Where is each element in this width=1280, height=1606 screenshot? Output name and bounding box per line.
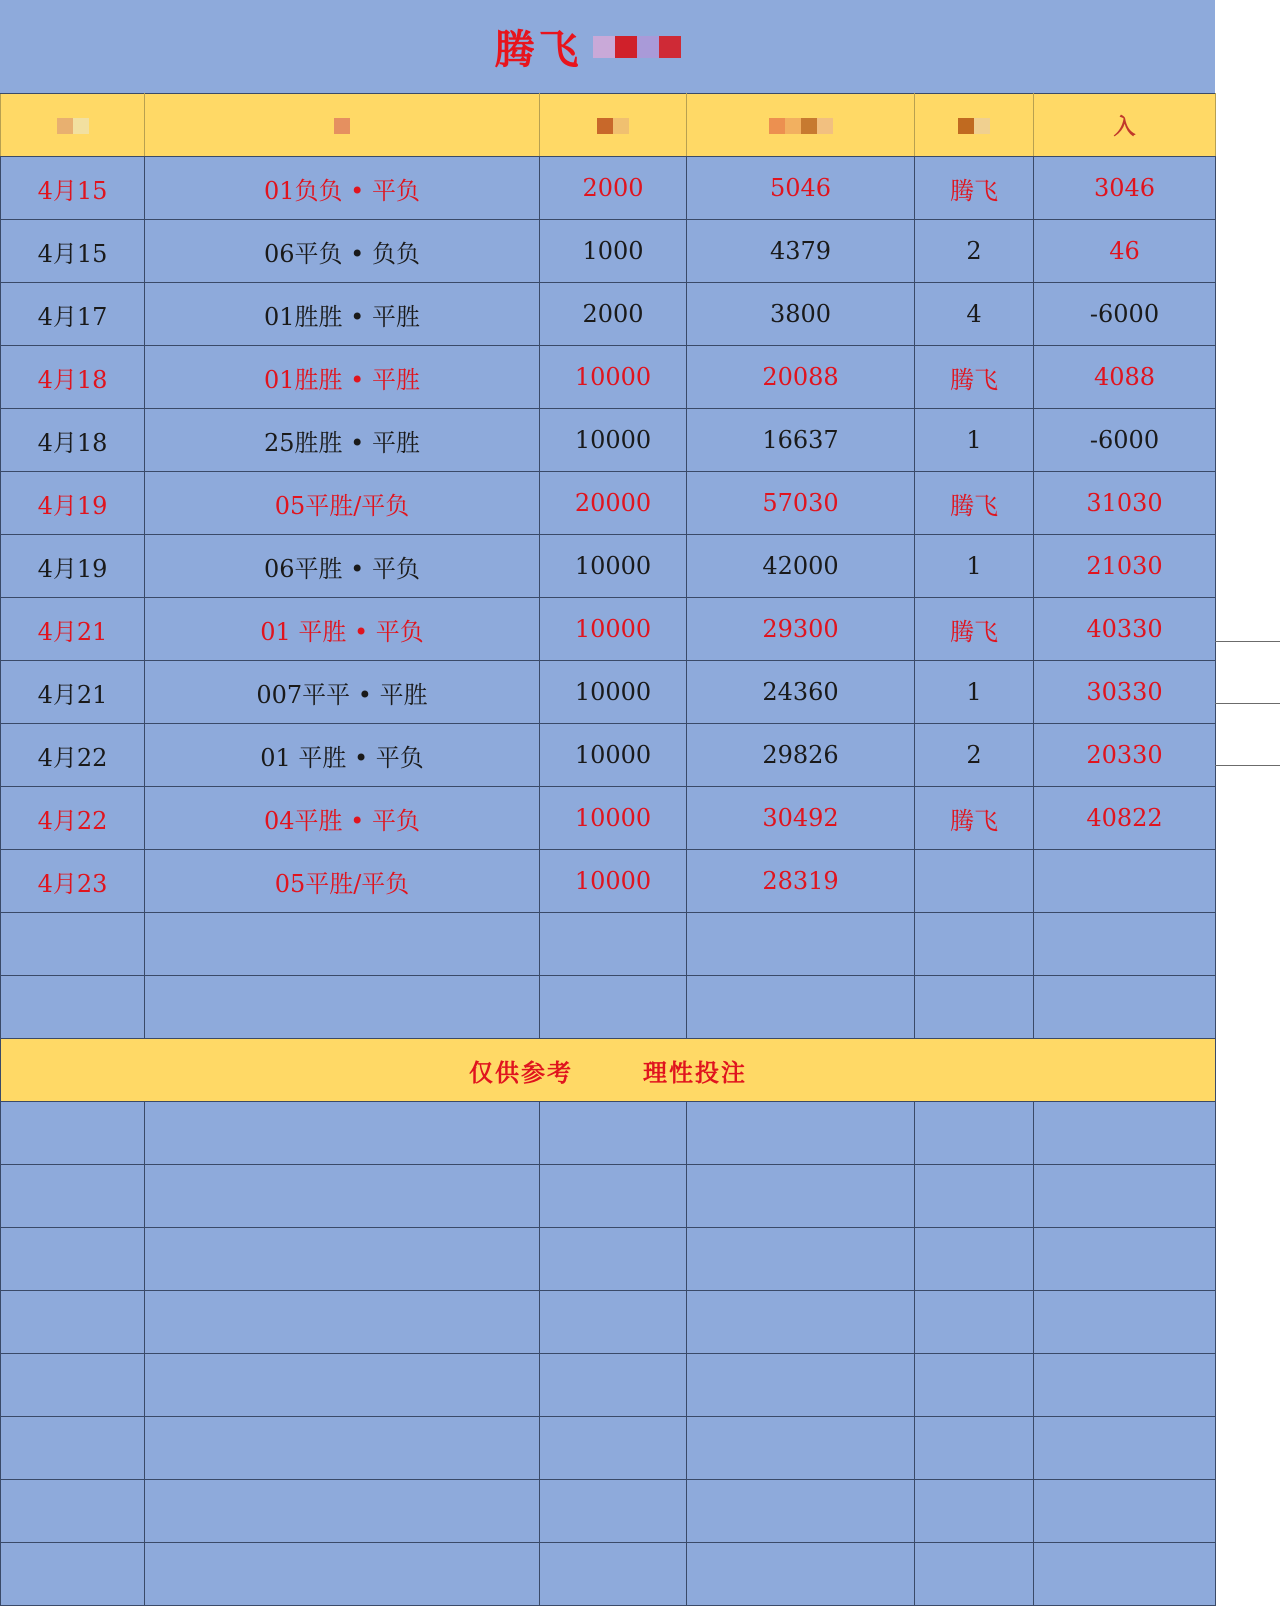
cell-income: 40330 — [1034, 598, 1216, 661]
empty-cell — [687, 976, 915, 1039]
table-row — [1, 157, 1216, 220]
cell-date: 4月19 — [1, 472, 145, 535]
empty-row — [1, 1417, 1216, 1480]
empty-cell — [540, 1543, 687, 1606]
empty-cell — [1, 1417, 145, 1480]
empty-cell — [145, 1543, 540, 1606]
cell-expected: 3800 — [687, 283, 915, 346]
empty-cell — [687, 1417, 915, 1480]
empty-row — [1, 1291, 1216, 1354]
cell-result — [915, 850, 1034, 913]
cell-expected: 30492 — [687, 787, 915, 850]
empty-cell — [540, 913, 687, 976]
cell-stake: 10000 — [540, 535, 687, 598]
header-redaction-mosaic — [597, 118, 629, 134]
empty-cell — [915, 1354, 1034, 1417]
empty-cell — [915, 1543, 1034, 1606]
cell-income: -6000 — [1034, 283, 1216, 346]
cell-result: 4 — [915, 283, 1034, 346]
table-row — [1, 724, 1216, 787]
empty-cell — [1, 1480, 145, 1543]
header-redaction-mosaic — [57, 118, 89, 134]
cell-result: 腾飞 — [915, 346, 1034, 409]
empty-cell — [687, 1480, 915, 1543]
header-cell-expected — [687, 94, 915, 157]
cell-income: 21030 — [1034, 535, 1216, 598]
cell-stake: 10000 — [540, 724, 687, 787]
cell-expected: 29300 — [687, 598, 915, 661]
empty-cell — [1, 1543, 145, 1606]
empty-row — [1, 1228, 1216, 1291]
empty-cell — [145, 1228, 540, 1291]
table-row — [1, 220, 1216, 283]
empty-row — [1, 1165, 1216, 1228]
empty-cell — [540, 1165, 687, 1228]
empty-cell — [540, 1102, 687, 1165]
empty-cell — [915, 1102, 1034, 1165]
cell-result: 1 — [915, 661, 1034, 724]
cell-stake: 10000 — [540, 598, 687, 661]
empty-cell — [540, 1417, 687, 1480]
cell-income: -6000 — [1034, 409, 1216, 472]
table-row — [1, 283, 1216, 346]
empty-cell — [540, 976, 687, 1039]
cell-expected: 24360 — [687, 661, 915, 724]
cell-match: 05平胜/平负 — [145, 472, 540, 535]
empty-cell — [1034, 1480, 1216, 1543]
cell-date: 4月22 — [1, 724, 145, 787]
disclaimer-banner — [1, 1039, 1216, 1102]
header-cell-date — [1, 94, 145, 157]
cell-date: 4月18 — [1, 409, 145, 472]
empty-cell — [145, 1165, 540, 1228]
empty-cell — [145, 1102, 540, 1165]
cell-match: 007平平 • 平胜 — [145, 661, 540, 724]
empty-cell — [687, 1228, 915, 1291]
cell-income: 31030 — [1034, 472, 1216, 535]
cell-result: 腾飞 — [915, 472, 1034, 535]
header-cell-match — [145, 94, 540, 157]
cell-expected: 16637 — [687, 409, 915, 472]
header-cell-income: 入 — [1034, 94, 1216, 157]
cell-stake: 10000 — [540, 661, 687, 724]
empty-cell — [145, 1480, 540, 1543]
empty-cell — [915, 1228, 1034, 1291]
empty-cell — [1, 1354, 145, 1417]
cell-expected: 5046 — [687, 157, 915, 220]
empty-cell — [540, 1354, 687, 1417]
cell-result: 腾飞 — [915, 157, 1034, 220]
empty-cell — [915, 913, 1034, 976]
empty-cell — [687, 1291, 915, 1354]
cell-result: 2 — [915, 220, 1034, 283]
empty-cell — [1034, 1228, 1216, 1291]
cell-match: 05平胜/平负 — [145, 850, 540, 913]
empty-cell — [145, 913, 540, 976]
title-redaction-mosaic — [593, 36, 681, 58]
cell-match: 06平负 • 负负 — [145, 220, 540, 283]
empty-cell — [1, 1228, 145, 1291]
cell-result: 2 — [915, 724, 1034, 787]
empty-cell — [145, 976, 540, 1039]
empty-row — [1, 1102, 1216, 1165]
cell-expected: 28319 — [687, 850, 915, 913]
table-row — [1, 787, 1216, 850]
title-band — [0, 0, 1215, 93]
table-row — [1, 346, 1216, 409]
cell-income: 40822 — [1034, 787, 1216, 850]
cell-date: 4月15 — [1, 157, 145, 220]
cell-result: 1 — [915, 409, 1034, 472]
cell-date: 4月21 — [1, 661, 145, 724]
empty-cell — [540, 1291, 687, 1354]
empty-cell — [1, 913, 145, 976]
cell-match: 06平胜 • 平负 — [145, 535, 540, 598]
empty-cell — [1, 1291, 145, 1354]
empty-cell — [687, 1543, 915, 1606]
cell-stake: 20000 — [540, 472, 687, 535]
banner-right-text: 理性投注 — [643, 1057, 747, 1087]
table-row — [1, 409, 1216, 472]
cell-expected: 4379 — [687, 220, 915, 283]
empty-row — [1, 1354, 1216, 1417]
cell-expected: 42000 — [687, 535, 915, 598]
cell-result: 1 — [915, 535, 1034, 598]
header-cell-stake — [540, 94, 687, 157]
empty-cell — [145, 1417, 540, 1480]
empty-cell — [687, 1354, 915, 1417]
sheet-title: 腾飞 — [494, 26, 583, 73]
banner-left-text: 仅供参考 — [469, 1057, 573, 1087]
empty-cell — [687, 1165, 915, 1228]
cell-match: 01负负 • 平负 — [145, 157, 540, 220]
empty-cell — [915, 1480, 1034, 1543]
empty-row — [1, 976, 1216, 1039]
empty-row — [1, 1480, 1216, 1543]
empty-cell — [687, 913, 915, 976]
cell-match: 04平胜 • 平负 — [145, 787, 540, 850]
empty-cell — [540, 1480, 687, 1543]
table-row — [1, 472, 1216, 535]
cell-income: 3046 — [1034, 157, 1216, 220]
cell-result: 腾飞 — [915, 598, 1034, 661]
empty-cell — [145, 1354, 540, 1417]
empty-cell — [1, 1165, 145, 1228]
empty-cell — [1034, 1417, 1216, 1480]
empty-cell — [1, 976, 145, 1039]
empty-cell — [915, 1291, 1034, 1354]
empty-row — [1, 1543, 1216, 1606]
table-row — [1, 850, 1216, 913]
cell-result: 腾飞 — [915, 787, 1034, 850]
header-redaction-mosaic — [334, 118, 350, 134]
empty-cell — [1034, 913, 1216, 976]
cell-stake: 1000 — [540, 220, 687, 283]
empty-cell — [540, 1228, 687, 1291]
gridline-overflow — [1215, 703, 1280, 704]
header-redaction-mosaic — [958, 118, 990, 134]
empty-cell — [1034, 1354, 1216, 1417]
cell-stake: 10000 — [540, 409, 687, 472]
cell-income — [1034, 850, 1216, 913]
table-row — [1, 598, 1216, 661]
empty-cell — [1034, 1165, 1216, 1228]
cell-income: 30330 — [1034, 661, 1216, 724]
empty-cell — [915, 1165, 1034, 1228]
gridline-overflow — [1215, 641, 1280, 642]
empty-cell — [1034, 1291, 1216, 1354]
header-redaction-mosaic — [769, 118, 833, 134]
empty-cell — [1034, 976, 1216, 1039]
cell-date: 4月23 — [1, 850, 145, 913]
cell-expected: 29826 — [687, 724, 915, 787]
cell-match: 01 平胜 • 平负 — [145, 724, 540, 787]
cell-date: 4月22 — [1, 787, 145, 850]
empty-cell — [687, 1102, 915, 1165]
empty-cell — [145, 1291, 540, 1354]
cell-income: 46 — [1034, 220, 1216, 283]
empty-cell — [915, 1417, 1034, 1480]
gridline-overflow — [1215, 765, 1280, 766]
empty-cell — [1, 1102, 145, 1165]
cell-date: 4月17 — [1, 283, 145, 346]
results-table — [0, 93, 1216, 1606]
empty-cell — [1034, 1543, 1216, 1606]
cell-date: 4月15 — [1, 220, 145, 283]
cell-date: 4月21 — [1, 598, 145, 661]
cell-stake: 10000 — [540, 787, 687, 850]
cell-date: 4月19 — [1, 535, 145, 598]
cell-stake: 10000 — [540, 850, 687, 913]
cell-expected: 57030 — [687, 472, 915, 535]
cell-income: 20330 — [1034, 724, 1216, 787]
header-row — [1, 94, 1216, 157]
table-row — [1, 535, 1216, 598]
empty-cell — [915, 976, 1034, 1039]
table-row — [1, 661, 1216, 724]
cell-stake: 10000 — [540, 346, 687, 409]
header-cell-result — [915, 94, 1034, 157]
cell-match: 01 平胜 • 平负 — [145, 598, 540, 661]
cell-expected: 20088 — [687, 346, 915, 409]
cell-stake: 2000 — [540, 283, 687, 346]
cell-match: 25胜胜 • 平胜 — [145, 409, 540, 472]
empty-cell — [1034, 1102, 1216, 1165]
banner-row — [1, 1039, 1216, 1102]
empty-row — [1, 913, 1216, 976]
cell-income: 4088 — [1034, 346, 1216, 409]
cell-date: 4月18 — [1, 346, 145, 409]
cell-match: 01胜胜 • 平胜 — [145, 346, 540, 409]
cell-stake: 2000 — [540, 157, 687, 220]
cell-match: 01胜胜 • 平胜 — [145, 283, 540, 346]
